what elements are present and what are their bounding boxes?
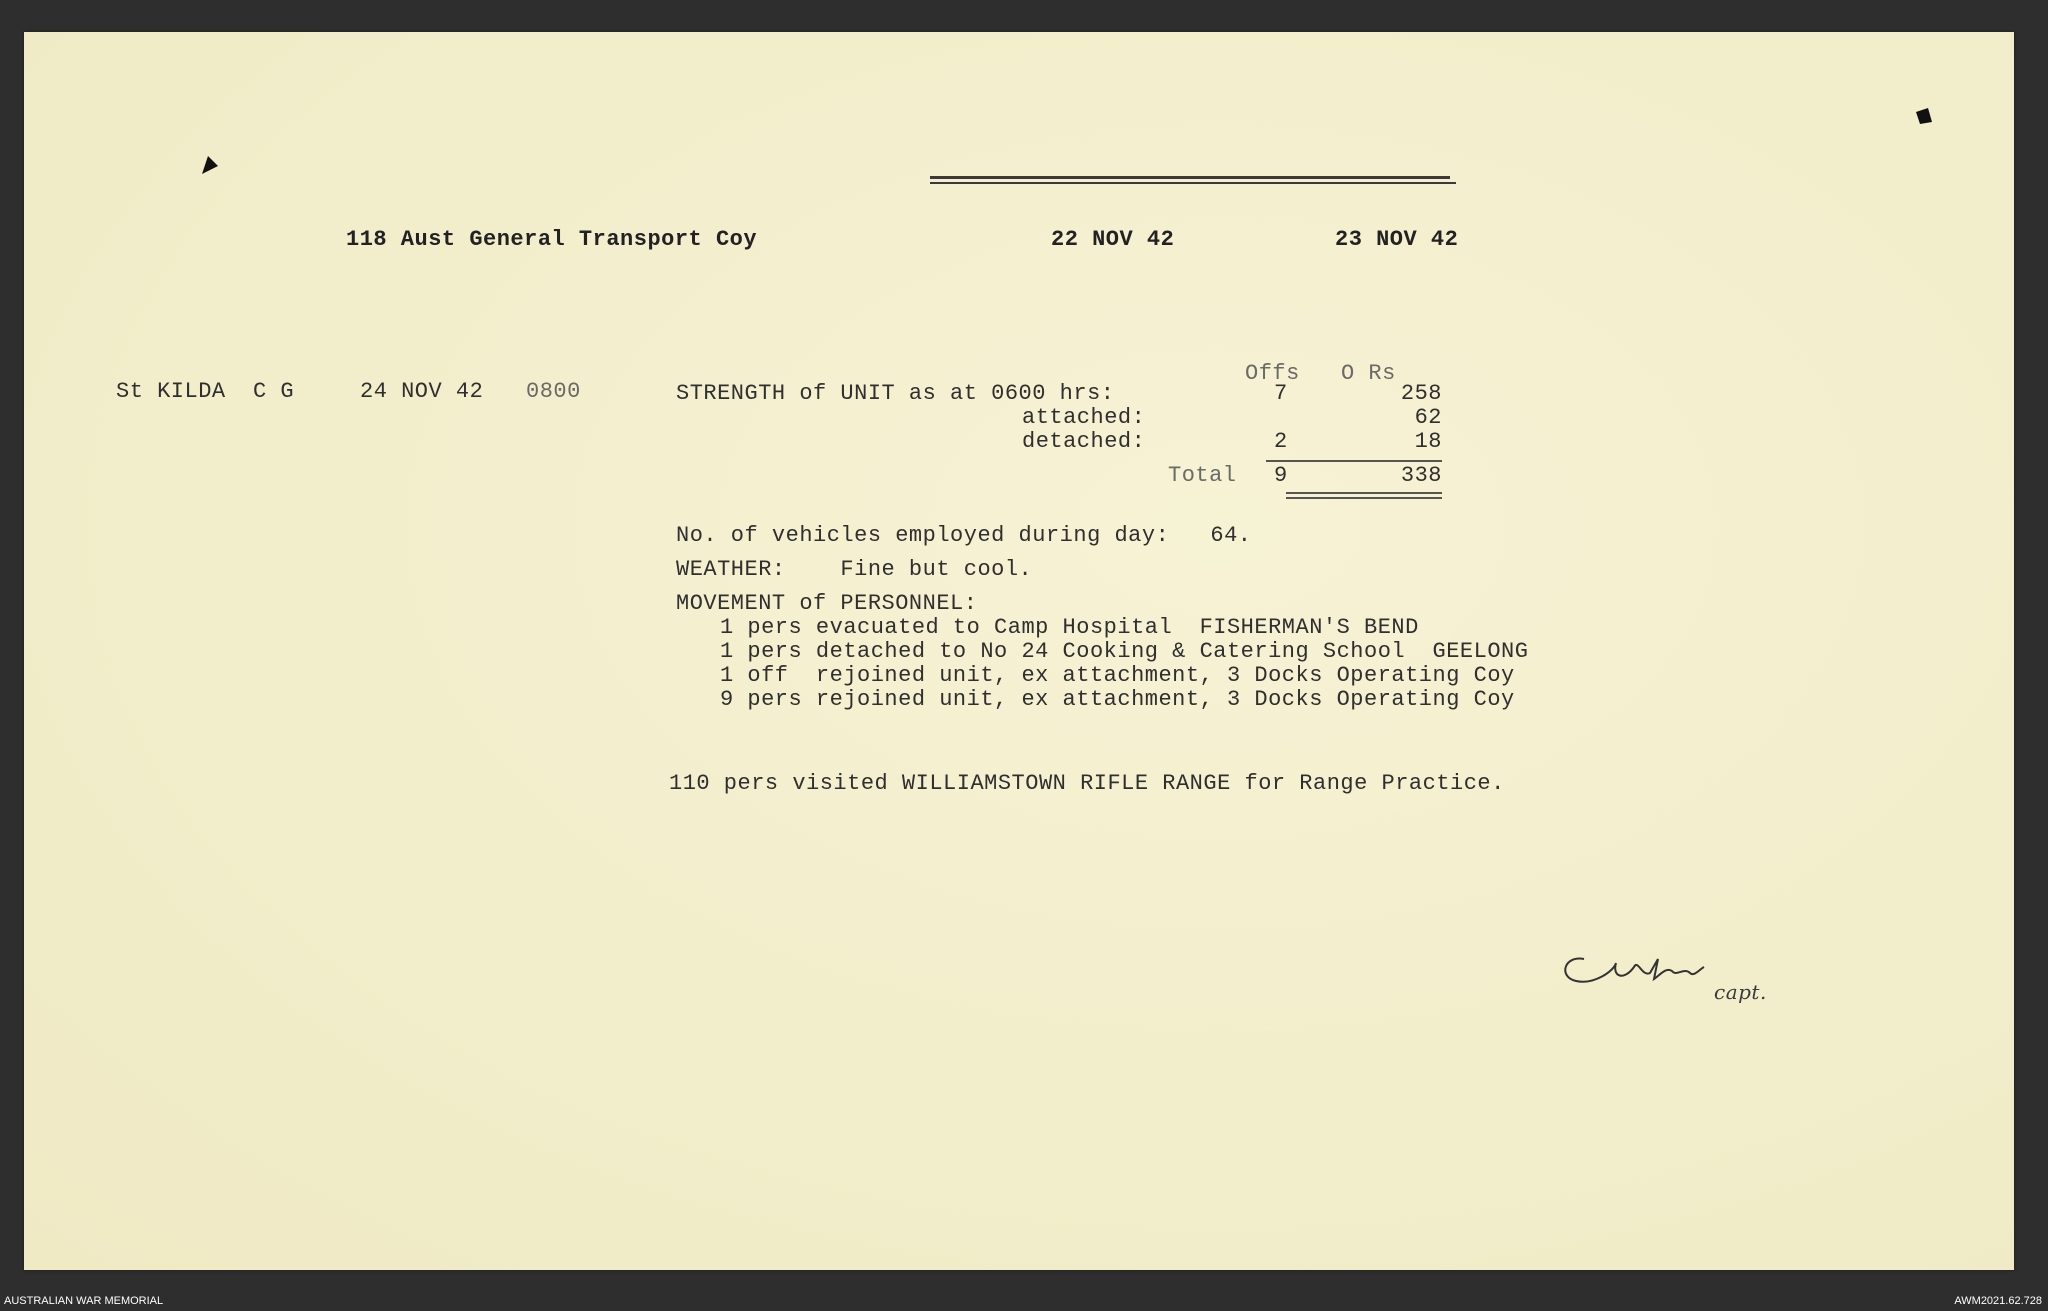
range-note: 110 pers visited WILLIAMSTOWN RIFLE RANGE for Range Practice. xyxy=(669,771,1505,796)
punch-hole-icon xyxy=(1912,102,1942,128)
entry-time: 0800 xyxy=(526,379,581,404)
strength-offs: 7 xyxy=(1274,381,1288,406)
unit-name: 118 Aust General Transport Coy xyxy=(346,227,758,252)
total-double-rule xyxy=(1286,497,1442,499)
vehicles-line: No. of vehicles employed during day: 64. xyxy=(676,523,1252,548)
detached-offs: 2 xyxy=(1274,429,1288,454)
document-page xyxy=(24,32,2014,1270)
signature-rank: capt. xyxy=(1714,980,1767,1004)
footer-left: AUSTRALIAN WAR MEMORIAL xyxy=(4,1295,164,1307)
total-double-rule xyxy=(1286,492,1442,494)
strength-ors: 258 xyxy=(1400,381,1442,406)
strength-label: STRENGTH of UNIT as at 0600 hrs: xyxy=(676,381,1115,406)
total-rule xyxy=(1266,460,1442,462)
movement-line: 1 pers detached to No 24 Cooking & Catering School GEELONG xyxy=(720,639,1529,664)
top-rule xyxy=(930,176,1450,179)
weather-line: WEATHER: Fine but cool. xyxy=(676,557,1033,582)
movement-line: 1 pers evacuated to Camp Hospital FISHERMAN'S BEND xyxy=(720,615,1419,640)
total-label: Total xyxy=(1168,463,1237,488)
col-ors-header: O Rs xyxy=(1341,361,1396,386)
punch-hole-icon xyxy=(196,152,226,178)
entry-place: St KILDA C G xyxy=(116,379,295,404)
date-to: 23 NOV 42 xyxy=(1335,227,1459,252)
total-ors: 338 xyxy=(1400,463,1442,488)
movement-line: 9 pers rejoined unit, ex attachment, 3 Docks Operating Coy xyxy=(720,687,1515,712)
movement-line: 1 off rejoined unit, ex attachment, 3 Docks Operating Coy xyxy=(720,663,1515,688)
total-offs: 9 xyxy=(1274,463,1288,488)
top-rule xyxy=(930,182,1456,184)
col-offs-header: Offs xyxy=(1245,361,1300,386)
detached-label: detached: xyxy=(1022,429,1146,454)
attached-label: attached: xyxy=(1022,405,1146,430)
attached-ors: 62 xyxy=(1414,405,1442,430)
movement-heading: MOVEMENT of PERSONNEL: xyxy=(676,591,978,616)
date-from: 22 NOV 42 xyxy=(1051,227,1175,252)
entry-date: 24 NOV 42 xyxy=(360,379,484,404)
detached-ors: 18 xyxy=(1414,429,1442,454)
footer-right: AWM2021.62.728 xyxy=(1954,1295,2042,1307)
